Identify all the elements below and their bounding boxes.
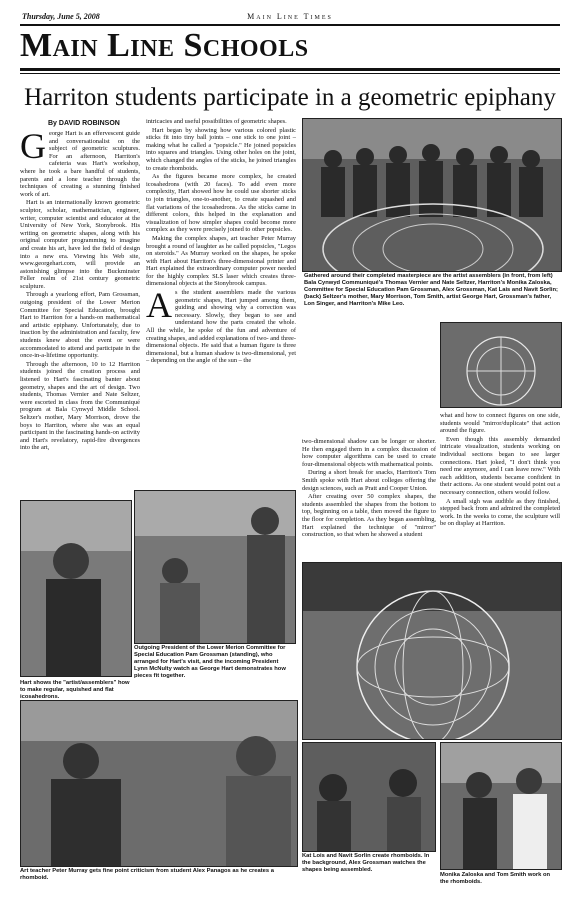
paragraph: Hart is an internationally known geometric sculptor, scholar, mathematician, engineer, writer, computer scientist and educator at the University of New York, Stonybrook. His writing on geometric shapes, along with his original computer programming to imagine and create his art, have led the field of design into a new era. Viewing his Web site, www.georgehart.com, will provide an astonishing glimpse into the Buckminster Feller realm of 21st century geometric sculpture.: [20, 199, 140, 290]
paragraph: After creating over 50 complex shapes, the students assembled the shapes from the bottom to top, beginning on a table, then moved the figure to the floor for completion. As they began assembling, Hart explained the technique of "mirror" construction, so that when he showed a student: [302, 493, 436, 539]
drop-cap: A: [146, 285, 172, 326]
sculpture-photo: [440, 322, 562, 408]
grossman-photo-caption: Outgoing President of the Lower Merion Committee for Special Education Pam Grossman (standing), who arranged for Hart's visit, and the incoming President Lynn McNulty watch as George Hart demonstrates how pieces fit together.: [134, 645, 286, 679]
headline: Harriton students participate in a geometric epiphany: [24, 84, 556, 111]
monika-photo-caption: Monika Zaloska and Tom Smith work on the rhomboids.: [440, 872, 551, 885]
byline: By DAVID ROBINSON: [48, 120, 120, 127]
paragraph: A small sigh was audible as they finished, stepped back from and admired the completed work. In the weeks to come, the sculpture will be on display at Harriton.: [440, 497, 560, 528]
lois-photo-caption: Kat Lois and Navit Sorlin create rhomboids. In the background, Alex Grossman watches the shapes being assembled.: [302, 853, 430, 873]
section-title: Main Line Schools: [20, 27, 309, 64]
section-rule: [20, 68, 560, 71]
top-rule: [20, 24, 560, 26]
monika-photo: [440, 742, 562, 870]
article-column-3: [302, 438, 436, 560]
paragraph: Through the afternoon, 10 to 12 Harriton students joined the creation process and listened to Hart's fascinating banter about geometry, shapes and the art of design. Two students, Thomas Vernier and Nate Seltzer, were escorted in class from the Communiqué program at Bala Cynwyd Middle School. Seltzer's mother, Mary Morrison, drove the boys to Harriton, where she was an equal participant in the fascinating hands-on activity and Hart's revelatory, rapid-fire divergences into the art,: [20, 360, 140, 452]
paragraph: Making the complex shapes, art teacher Peter Murray brought a round of laughter as he called popsicles, "Legos on steroids." As Murray worked on the shapes, he spoke with Hart about Harriton's three-dimensional printer and Hart explained the extraordinary computer power needed for the highly complex SLS laser which creates three-dimensional objects at the Stonybrook campus.: [146, 234, 296, 288]
paragraph: s the student assemblers made the various geometric shapes, Hart jumped among them, guiding and showing why a correction was necessary. Slowly, they began to see and understand how the parts created the whole. All the while, he spoke of the fun and adventure of creating shapes, and added explanations of two- and three-dimensional objects. He said that a human figure is three dimensional, but a human shadow is two-dimensional, yet – depending on the angle of the sun – the: [146, 289, 296, 365]
paragraph: Hart began by showing how various colored plastic sticks fit into tiny ball joints – one stick to one joint – making what he called a "popsicle." He joined popsicles into squares and triangles. Using other holes on the joint, which changed the angles of the sticks, he joined triangles to create rhomboids.: [146, 126, 296, 172]
paragraph: Even though this assembly demanded intricate visualization, students working on individual sections began to see larger connections. Hart joked, "I don't think you need me anymore, and I can leave now." With each addition, students became confident in their actions. As one student would point out a necessary connection, others would follow.: [440, 435, 560, 496]
folio: [22, 12, 558, 24]
group-photo-caption: Gathered around their completed masterpiece are the artist assemblers (in front, from left) Bala Cynwyd Communiqué's Thomas Vernier and Nate Seltzer, Harriton's Monika Zaloska, Committee for Special Education Pam Grossman, Alex Grossman, Kat Lais and Navit Sorlin; (back) Seltzer's mother, Mary Morrison, Tom Smith, artist George Hart, Grossman's father, Lon Singer, and Harriton's Mike Leo.: [304, 273, 558, 307]
article-column-2: [146, 118, 296, 478]
paper-name: Main Line Times: [247, 12, 333, 21]
paragraph: two-dimensional shadow can be longer or shorter. He then engaged them in a complex discussion of how computer algorithms can be used to create four-dimensional objects with mathematical points.: [302, 438, 436, 468]
paragraph: what and how to connect figures on one side, students would "mirror/duplicate" that action around the figure.: [440, 412, 560, 435]
group-photo: [302, 118, 562, 272]
issue-date: Thursday, June 5, 2008: [22, 12, 100, 21]
article-column-1: [20, 130, 140, 460]
hart-photo: [20, 500, 132, 677]
drop-cap: G: [20, 130, 46, 166]
hart-photo-caption: Hart shows the "artist/assemblers" how to make regular, squished and flat icosahedrons.: [20, 680, 130, 700]
grossman-photo: [134, 490, 296, 644]
paragraph: As the figures became more complex, he created icosahedrons (with 20 faces). To add even more complexity, Hart showed how he could use shorter sticks to join triangles, one-to-another, to create squashed and flat variations of the icosahedrons. As the sticks came in different colors, this helped in the explanation and visualization of how simpler shapes could become more complex as they were precisely joined to other popsicles.: [146, 173, 296, 234]
lead-paragraph: eorge Hart is an effervescent guide and conversationalist on the subject of geometric sculptures. For an afternoon, Harriton's cafeteria was Hart's workshop, where he took a bare handful of students, parents and a lone teacher through the techniques of creating a stunning finished work of art.: [20, 130, 140, 198]
murray-photo: [20, 700, 298, 867]
paragraph: During a short break for snacks, Harriton's Tom Smith spoke with Hart about colleges offering the design sciences, such as Pratt and Cooper Union.: [302, 469, 436, 492]
article-column-4: [440, 412, 560, 560]
lois-photo: [302, 742, 436, 852]
murray-photo-caption: Art teacher Peter Murray gets fine point criticism from student Alex Panagos as he creates a rhomboid.: [20, 868, 274, 881]
paragraph: intricacies and useful possibilities of geometric shapes.: [146, 118, 287, 125]
geodesic-sculpture-photo: [302, 562, 562, 740]
paragraph: Through a yearlong effort, Pam Grossman, outgoing president of the Lower Merion Committee for Special Education, brought Hart to Harriton for a hands-on mathematical and artistic epiphany. Unfortunately, due to inaction by the administration and faculty, few students knew about the event or were accommodated to attend and participate in the once-in-a-lifetime opportunity.: [20, 291, 140, 360]
section-rule-thin: [20, 73, 560, 74]
